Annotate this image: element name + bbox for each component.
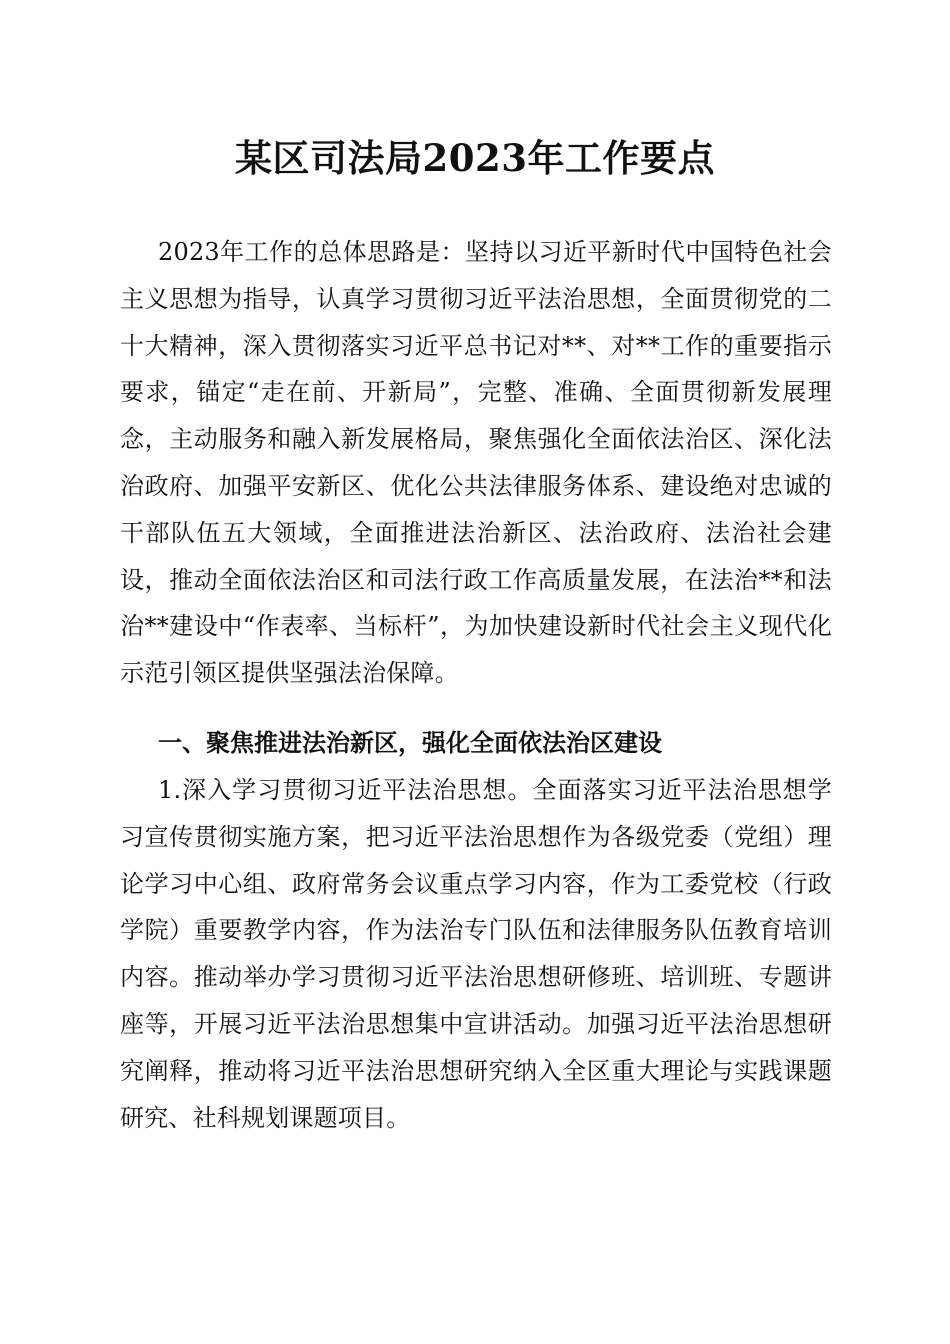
document-title: 某区司法局2023年工作要点 [235,136,715,180]
section-item-paragraph: 1.深入学习贯彻习近平法治思想。全面落实习近平法治思想学习宣传贯彻实施方案，把习近平法治思想作为各级党委（党组）理论学习中心组、政府常务会议重点学习内容，作为工委党校（行政学院）重要教学内容，作为法治专门队伍和法律服务队伍教育培训内容。推动举办学习贯彻习近平法治思想研修班、培训班、专题讲座等，开展习近平法治思想集中宣讲活动。加强习近平法治思想研究阐释，推动将习近平法治思想研究纳入全区重大理论与实践课题研究、社科规划课题项目。 [120,776,832,1132]
intro-paragraph: 2023年工作的总体思路是：坚持以习近平新时代中国特色社会主义思想为指导，认真学习贯彻习近平法治思想，全面贯彻党的二十大精神，深入贯彻落实习近平总书记对**、对**工作的重要指示要求，锚定“走在前、开新局”，完整、准确、全面贯彻新发展理念，主动服务和融入新发展格局，聚焦强化全面依法治区、深化法治政府、加强平安新区、优化公共法律服务体系、建设绝对忠诚的干部队伍五大领域，全面推进法治新区、法治政府、法治社会建设，推动全面依法治区和司法行政工作高质量发展，在法治**和法治**建设中“作表率、当标杆”，为加快建设新时代社会主义现代化示范引领区提供坚强法治保障。 [120,238,832,688]
section-heading: 一、聚焦推进法治新区，强化全面依法治区建设 [158,729,662,757]
